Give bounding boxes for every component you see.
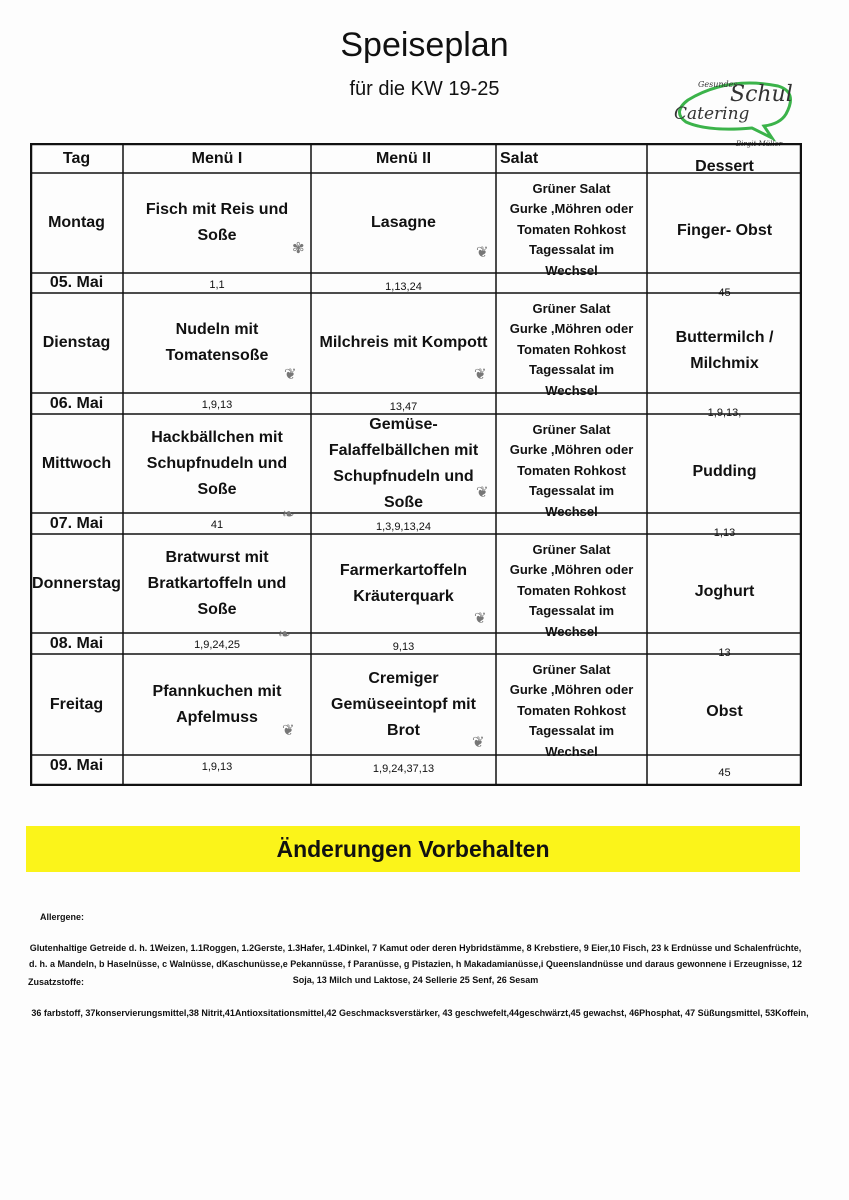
allergens-text: Glutenhaltige Getreide d. h. 1Weizen, 1.1Roggen, 1.2Gerste, 1.3Hafer, 1.4Dinkel, 7 Kamut oder deren Hybridstämme, 8 Krebstiere, 9 Eier,10 Fisch, 23 k Erdnüsse und Schalenfrüchte, d. h. a Mandeln, b Haselnüsse, c Walnüsse, dKaschunüsse,e Pekannüsse, f Paranüsse, g Pistazien, h Makadamianüsse,i Queenslandnüsse und daraus gewonnene i Erzeugnisse, 12 Soja, 13 Milch und Laktose, 24 Sellerie 25 Senf, 26 Sesam: [29, 943, 802, 985]
salad-line: Gurke ,Möhren oder: [509, 321, 634, 337]
salad-cell: [496, 540, 647, 642]
header-dessert: Dessert: [695, 158, 754, 175]
salad-line: Gurke ,Möhren oder: [509, 201, 634, 217]
menu1-dish: Pfannkuchen mit Apfelmuss: [152, 682, 282, 726]
salad-line: Tagessalat im: [528, 603, 615, 619]
dessert-codes: 13: [718, 647, 731, 659]
radish-icon: ❦: [476, 484, 489, 501]
day-name: Dienstag: [42, 334, 111, 351]
day-date: 05. Mai: [49, 274, 104, 291]
salad-line: Grüner Salat: [532, 661, 611, 677]
salad-line: Wechsel: [545, 623, 598, 639]
salad-cell: [496, 420, 647, 522]
day-name: Donnerstag: [32, 574, 121, 592]
salad-line: Wechsel: [545, 262, 598, 278]
dessert-dish: Obst: [706, 703, 743, 720]
menu1-dish: Hackbällchen mit Schupfnudeln und Soße: [146, 428, 288, 498]
dessert-dish: Finger- Obst: [676, 222, 773, 239]
menu2-codes: 1,13,24: [385, 281, 422, 293]
menu2-codes: 1,3,9,13,24: [375, 521, 432, 533]
day-name: Freitag: [49, 695, 104, 713]
salad-line: Tagessalat im: [528, 242, 615, 258]
salad-cell: [496, 299, 647, 401]
menu2-dish: Cremiger Gemüseeintopf mit Brot: [331, 669, 476, 739]
salad-line: Tomaten Rohkost: [517, 462, 626, 478]
dessert-dish: Pudding: [692, 463, 757, 480]
header-menu2: Menü II: [375, 150, 432, 167]
salad-line: Grüner Salat: [532, 421, 611, 437]
day-date: 09. Mai: [49, 757, 104, 774]
menu1-dish: Fisch mit Reis und Soße: [145, 201, 289, 244]
fish-icon: ✾: [292, 240, 305, 257]
day-name: Montag: [48, 214, 105, 231]
header-menu1: Menü I: [191, 150, 243, 167]
menu2-codes: 1,9,24,37,13: [372, 763, 435, 775]
menu1-dish: Bratwurst mit Bratkartoffeln und Soße: [147, 548, 287, 618]
radish-icon: ❦: [284, 366, 297, 383]
header-tag: Tag: [62, 150, 91, 167]
menu2-codes: 13,47: [389, 401, 418, 413]
day-name: Mittwoch: [41, 454, 112, 472]
allergens-heading: Allergene:: [40, 912, 85, 922]
logo-text: Birgit Müller: [736, 140, 783, 148]
salad-line: Tomaten Rohkost: [517, 582, 626, 598]
menu1-codes: 41: [210, 519, 224, 531]
menu2-codes: 9,13: [392, 641, 415, 653]
dessert-codes: 45: [718, 767, 731, 779]
header-salad: Salat: [500, 150, 539, 167]
chicken-icon: ❧: [278, 626, 291, 643]
logo-text: Gesundes: [698, 80, 738, 89]
salad-line: Tomaten Rohkost: [517, 702, 626, 718]
radish-icon: ❦: [474, 366, 487, 383]
menu1-codes: 1,9,24,25: [194, 639, 240, 651]
radish-icon: ❦: [476, 244, 489, 261]
menu2-dish: Milchreis mit Kompott: [319, 334, 488, 351]
radish-icon: ❦: [474, 610, 487, 627]
salad-line: Wechsel: [545, 503, 598, 519]
logo-text: Schul: [730, 82, 793, 107]
menu2-dish: Gemüse- Falaffelbällchen mit Schupfnudeln und Soße: [328, 415, 479, 511]
menu1-codes: 1,9,13: [201, 399, 233, 411]
dessert-codes: 1,9,13,: [707, 407, 742, 419]
salad-line: Gurke ,Möhren oder: [509, 562, 634, 578]
chicken-icon: ❧: [282, 506, 295, 523]
menu1-codes: 1,9,13: [201, 761, 233, 773]
salad-cell: [496, 179, 647, 281]
menu1-dish: Nudeln mit Tomatensoße: [165, 321, 269, 364]
radish-icon: ❦: [472, 734, 485, 751]
salad-line: Tagessalat im: [528, 483, 615, 499]
day-date: 08. Mai: [49, 634, 104, 652]
salad-line: Tagessalat im: [528, 723, 615, 739]
menu2-dish: Farmerkartoffeln Kräuterquark: [339, 561, 468, 605]
salad-line: Grüner Salat: [532, 300, 611, 316]
salad-line: Wechsel: [545, 743, 598, 759]
additives-heading: Zusatzstoffe:: [28, 977, 84, 987]
logo-text: Catering: [674, 104, 750, 124]
salad-cell: [496, 660, 647, 762]
salad-line: Gurke ,Möhren oder: [509, 682, 634, 698]
dessert-dish: Joghurt: [694, 583, 755, 600]
day-date: 07. Mai: [49, 514, 104, 532]
additives-text: 36 farbstoff, 37konservierungsmittel,38 Nitrit,41Antioxsitationsmittel,42 Geschmacksverstärker, 43 geschwefelt,44geschwärzt,45 gewachst, 46Phosphat, 47 Süßungsmittel, 53Koffein,: [31, 1008, 809, 1018]
menu-table: [30, 143, 802, 786]
salad-line: Tagessalat im: [528, 362, 615, 378]
changes-reserved-banner: Änderungen Vorbehalten: [26, 826, 800, 872]
menu2-dish: Lasagne: [371, 214, 436, 231]
day-date: 06. Mai: [49, 394, 104, 412]
page-subtitle: für die KW 19-25: [349, 78, 500, 100]
salad-line: Tomaten Rohkost: [517, 341, 626, 357]
salad-line: Gurke ,Möhren oder: [509, 442, 634, 458]
dessert-codes: 45: [718, 287, 731, 299]
dessert-dish: Buttermilch / Milchmix: [675, 329, 774, 372]
salad-line: Tomaten Rohkost: [517, 221, 626, 237]
salad-line: Wechsel: [545, 382, 598, 398]
dessert-codes: 1,13: [713, 527, 736, 539]
page-title: Speiseplan: [340, 26, 509, 64]
radish-icon: ❦: [282, 722, 295, 739]
salad-line: Grüner Salat: [532, 180, 611, 196]
salad-line: Grüner Salat: [532, 541, 611, 557]
menu1-codes: 1,1: [209, 279, 225, 291]
